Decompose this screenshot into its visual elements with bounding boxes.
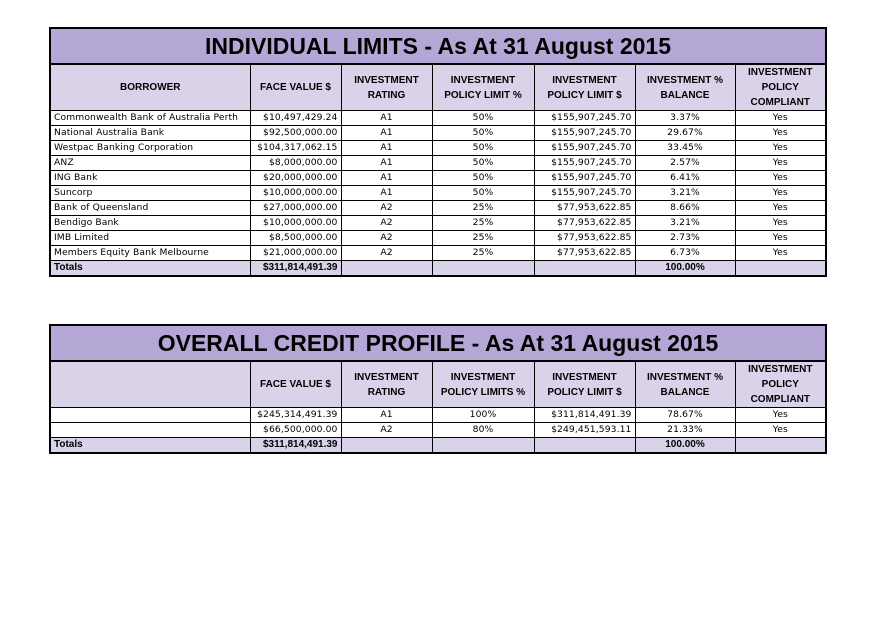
totals-balance: 100.00%	[635, 261, 735, 277]
column-header: INVESTMENT RATING	[341, 361, 432, 408]
compliant-cell: Yes	[735, 216, 826, 231]
header-row	[50, 64, 826, 111]
compliant-cell: Yes	[735, 186, 826, 201]
column-header	[50, 361, 250, 408]
header-row	[50, 361, 826, 408]
balance-pct-cell: 78.67%	[635, 408, 735, 423]
borrower-cell: Suncorp	[50, 186, 250, 201]
policy-limit-amount-cell: $311,814,491.39	[534, 408, 635, 423]
totals-face-value: $311,814,491.39	[250, 261, 341, 277]
face-value-cell: $8,000,000.00	[250, 156, 341, 171]
totals-row	[50, 261, 826, 277]
face-value-cell: $66,500,000.00	[250, 423, 341, 438]
balance-pct-cell: 8.66%	[635, 201, 735, 216]
column-header: INVESTMENT POLICY COMPLIANT	[735, 361, 826, 408]
rating-cell: A2	[341, 216, 432, 231]
rating-cell: A2	[341, 423, 432, 438]
rating-cell: A2	[341, 246, 432, 261]
compliant-cell: Yes	[735, 423, 826, 438]
column-header: INVESTMENT POLICY LIMIT %	[432, 64, 534, 111]
policy-limit-pct-cell: 25%	[432, 231, 534, 246]
policy-limit-amount-cell: $155,907,245.70	[534, 126, 635, 141]
borrower-cell: Members Equity Bank Melbourne	[50, 246, 250, 261]
table-row	[50, 201, 826, 216]
individual-limits-table	[49, 27, 827, 277]
compliant-cell: Yes	[735, 231, 826, 246]
policy-limit-pct-cell: 100%	[432, 408, 534, 423]
column-header: BORROWER	[50, 64, 250, 111]
column-header: INVESTMENT RATING	[341, 64, 432, 111]
policy-limit-amount-cell: $249,451,593.11	[534, 423, 635, 438]
policy-limit-pct-cell: 50%	[432, 186, 534, 201]
compliant-cell: Yes	[735, 408, 826, 423]
policy-limit-pct-cell: 25%	[432, 246, 534, 261]
column-header: INVESTMENT POLICY LIMIT $	[534, 64, 635, 111]
face-value-cell: $92,500,000.00	[250, 126, 341, 141]
rating-cell: A1	[341, 111, 432, 126]
policy-limit-amount-cell: $155,907,245.70	[534, 171, 635, 186]
rating-cell: A2	[341, 201, 432, 216]
compliant-cell: Yes	[735, 246, 826, 261]
borrower-cell: IMB Limited	[50, 231, 250, 246]
totals-balance: 100.00%	[635, 438, 735, 454]
borrower-cell	[50, 408, 250, 423]
table-title: OVERALL CREDIT PROFILE - As At 31 August 2015	[50, 325, 826, 361]
face-value-cell: $245,314,491.39	[250, 408, 341, 423]
table-row	[50, 216, 826, 231]
balance-pct-cell: 2.73%	[635, 231, 735, 246]
column-header: FACE VALUE $	[250, 361, 341, 408]
column-header: INVESTMENT % BALANCE	[635, 361, 735, 408]
column-header: INVESTMENT POLICY COMPLIANT	[735, 64, 826, 111]
balance-pct-cell: 2.57%	[635, 156, 735, 171]
table-row	[50, 186, 826, 201]
table-row	[50, 423, 826, 438]
table-row	[50, 156, 826, 171]
borrower-cell: Commonwealth Bank of Australia Perth	[50, 111, 250, 126]
column-header: FACE VALUE $	[250, 64, 341, 111]
compliant-cell: Yes	[735, 201, 826, 216]
rating-cell: A2	[341, 231, 432, 246]
totals-label: Totals	[50, 438, 250, 454]
policy-limit-amount-cell: $77,953,622.85	[534, 246, 635, 261]
face-value-cell: $104,317,062.15	[250, 141, 341, 156]
face-value-cell: $27,000,000.00	[250, 201, 341, 216]
policy-limit-amount-cell: $155,907,245.70	[534, 141, 635, 156]
policy-limit-pct-cell: 50%	[432, 156, 534, 171]
balance-pct-cell: 3.21%	[635, 216, 735, 231]
table-row	[50, 126, 826, 141]
balance-pct-cell: 3.37%	[635, 111, 735, 126]
policy-limit-amount-cell: $77,953,622.85	[534, 231, 635, 246]
compliant-cell: Yes	[735, 126, 826, 141]
borrower-cell: National Australia Bank	[50, 126, 250, 141]
balance-pct-cell: 3.21%	[635, 186, 735, 201]
table-row	[50, 141, 826, 156]
table-row	[50, 171, 826, 186]
face-value-cell: $20,000,000.00	[250, 171, 341, 186]
table-row	[50, 246, 826, 261]
table-row	[50, 408, 826, 423]
rating-cell: A1	[341, 171, 432, 186]
table-title: INDIVIDUAL LIMITS - As At 31 August 2015	[50, 28, 826, 64]
rating-cell: A1	[341, 156, 432, 171]
borrower-cell	[50, 423, 250, 438]
column-header: INVESTMENT POLICY LIMITS %	[432, 361, 534, 408]
face-value-cell: $21,000,000.00	[250, 246, 341, 261]
balance-pct-cell: 6.73%	[635, 246, 735, 261]
policy-limit-pct-cell: 80%	[432, 423, 534, 438]
totals-row	[50, 438, 826, 454]
policy-limit-pct-cell: 25%	[432, 201, 534, 216]
policy-limit-amount-cell: $155,907,245.70	[534, 111, 635, 126]
balance-pct-cell: 6.41%	[635, 171, 735, 186]
table-row	[50, 111, 826, 126]
policy-limit-amount-cell: $77,953,622.85	[534, 201, 635, 216]
balance-pct-cell: 33.45%	[635, 141, 735, 156]
policy-limit-amount-cell: $155,907,245.70	[534, 156, 635, 171]
face-value-cell: $10,000,000.00	[250, 186, 341, 201]
borrower-cell: Bank of Queensland	[50, 201, 250, 216]
table-row	[50, 231, 826, 246]
face-value-cell: $10,497,429.24	[250, 111, 341, 126]
totals-label: Totals	[50, 261, 250, 277]
face-value-cell: $8,500,000.00	[250, 231, 341, 246]
policy-limit-pct-cell: 50%	[432, 111, 534, 126]
face-value-cell: $10,000,000.00	[250, 216, 341, 231]
column-header: INVESTMENT POLICY LIMIT $	[534, 361, 635, 408]
balance-pct-cell: 21.33%	[635, 423, 735, 438]
compliant-cell: Yes	[735, 111, 826, 126]
rating-cell: A1	[341, 408, 432, 423]
policy-limit-pct-cell: 25%	[432, 216, 534, 231]
policy-limit-pct-cell: 50%	[432, 126, 534, 141]
borrower-cell: Bendigo Bank	[50, 216, 250, 231]
compliant-cell: Yes	[735, 171, 826, 186]
compliant-cell: Yes	[735, 141, 826, 156]
rating-cell: A1	[341, 126, 432, 141]
overall-credit-profile-table	[49, 324, 827, 454]
compliant-cell: Yes	[735, 156, 826, 171]
rating-cell: A1	[341, 186, 432, 201]
balance-pct-cell: 29.67%	[635, 126, 735, 141]
policy-limit-pct-cell: 50%	[432, 171, 534, 186]
totals-face-value: $311,814,491.39	[250, 438, 341, 454]
borrower-cell: ING Bank	[50, 171, 250, 186]
policy-limit-pct-cell: 50%	[432, 141, 534, 156]
policy-limit-amount-cell: $155,907,245.70	[534, 186, 635, 201]
rating-cell: A1	[341, 141, 432, 156]
policy-limit-amount-cell: $77,953,622.85	[534, 216, 635, 231]
borrower-cell: ANZ	[50, 156, 250, 171]
column-header: INVESTMENT % BALANCE	[635, 64, 735, 111]
borrower-cell: Westpac Banking Corporation	[50, 141, 250, 156]
